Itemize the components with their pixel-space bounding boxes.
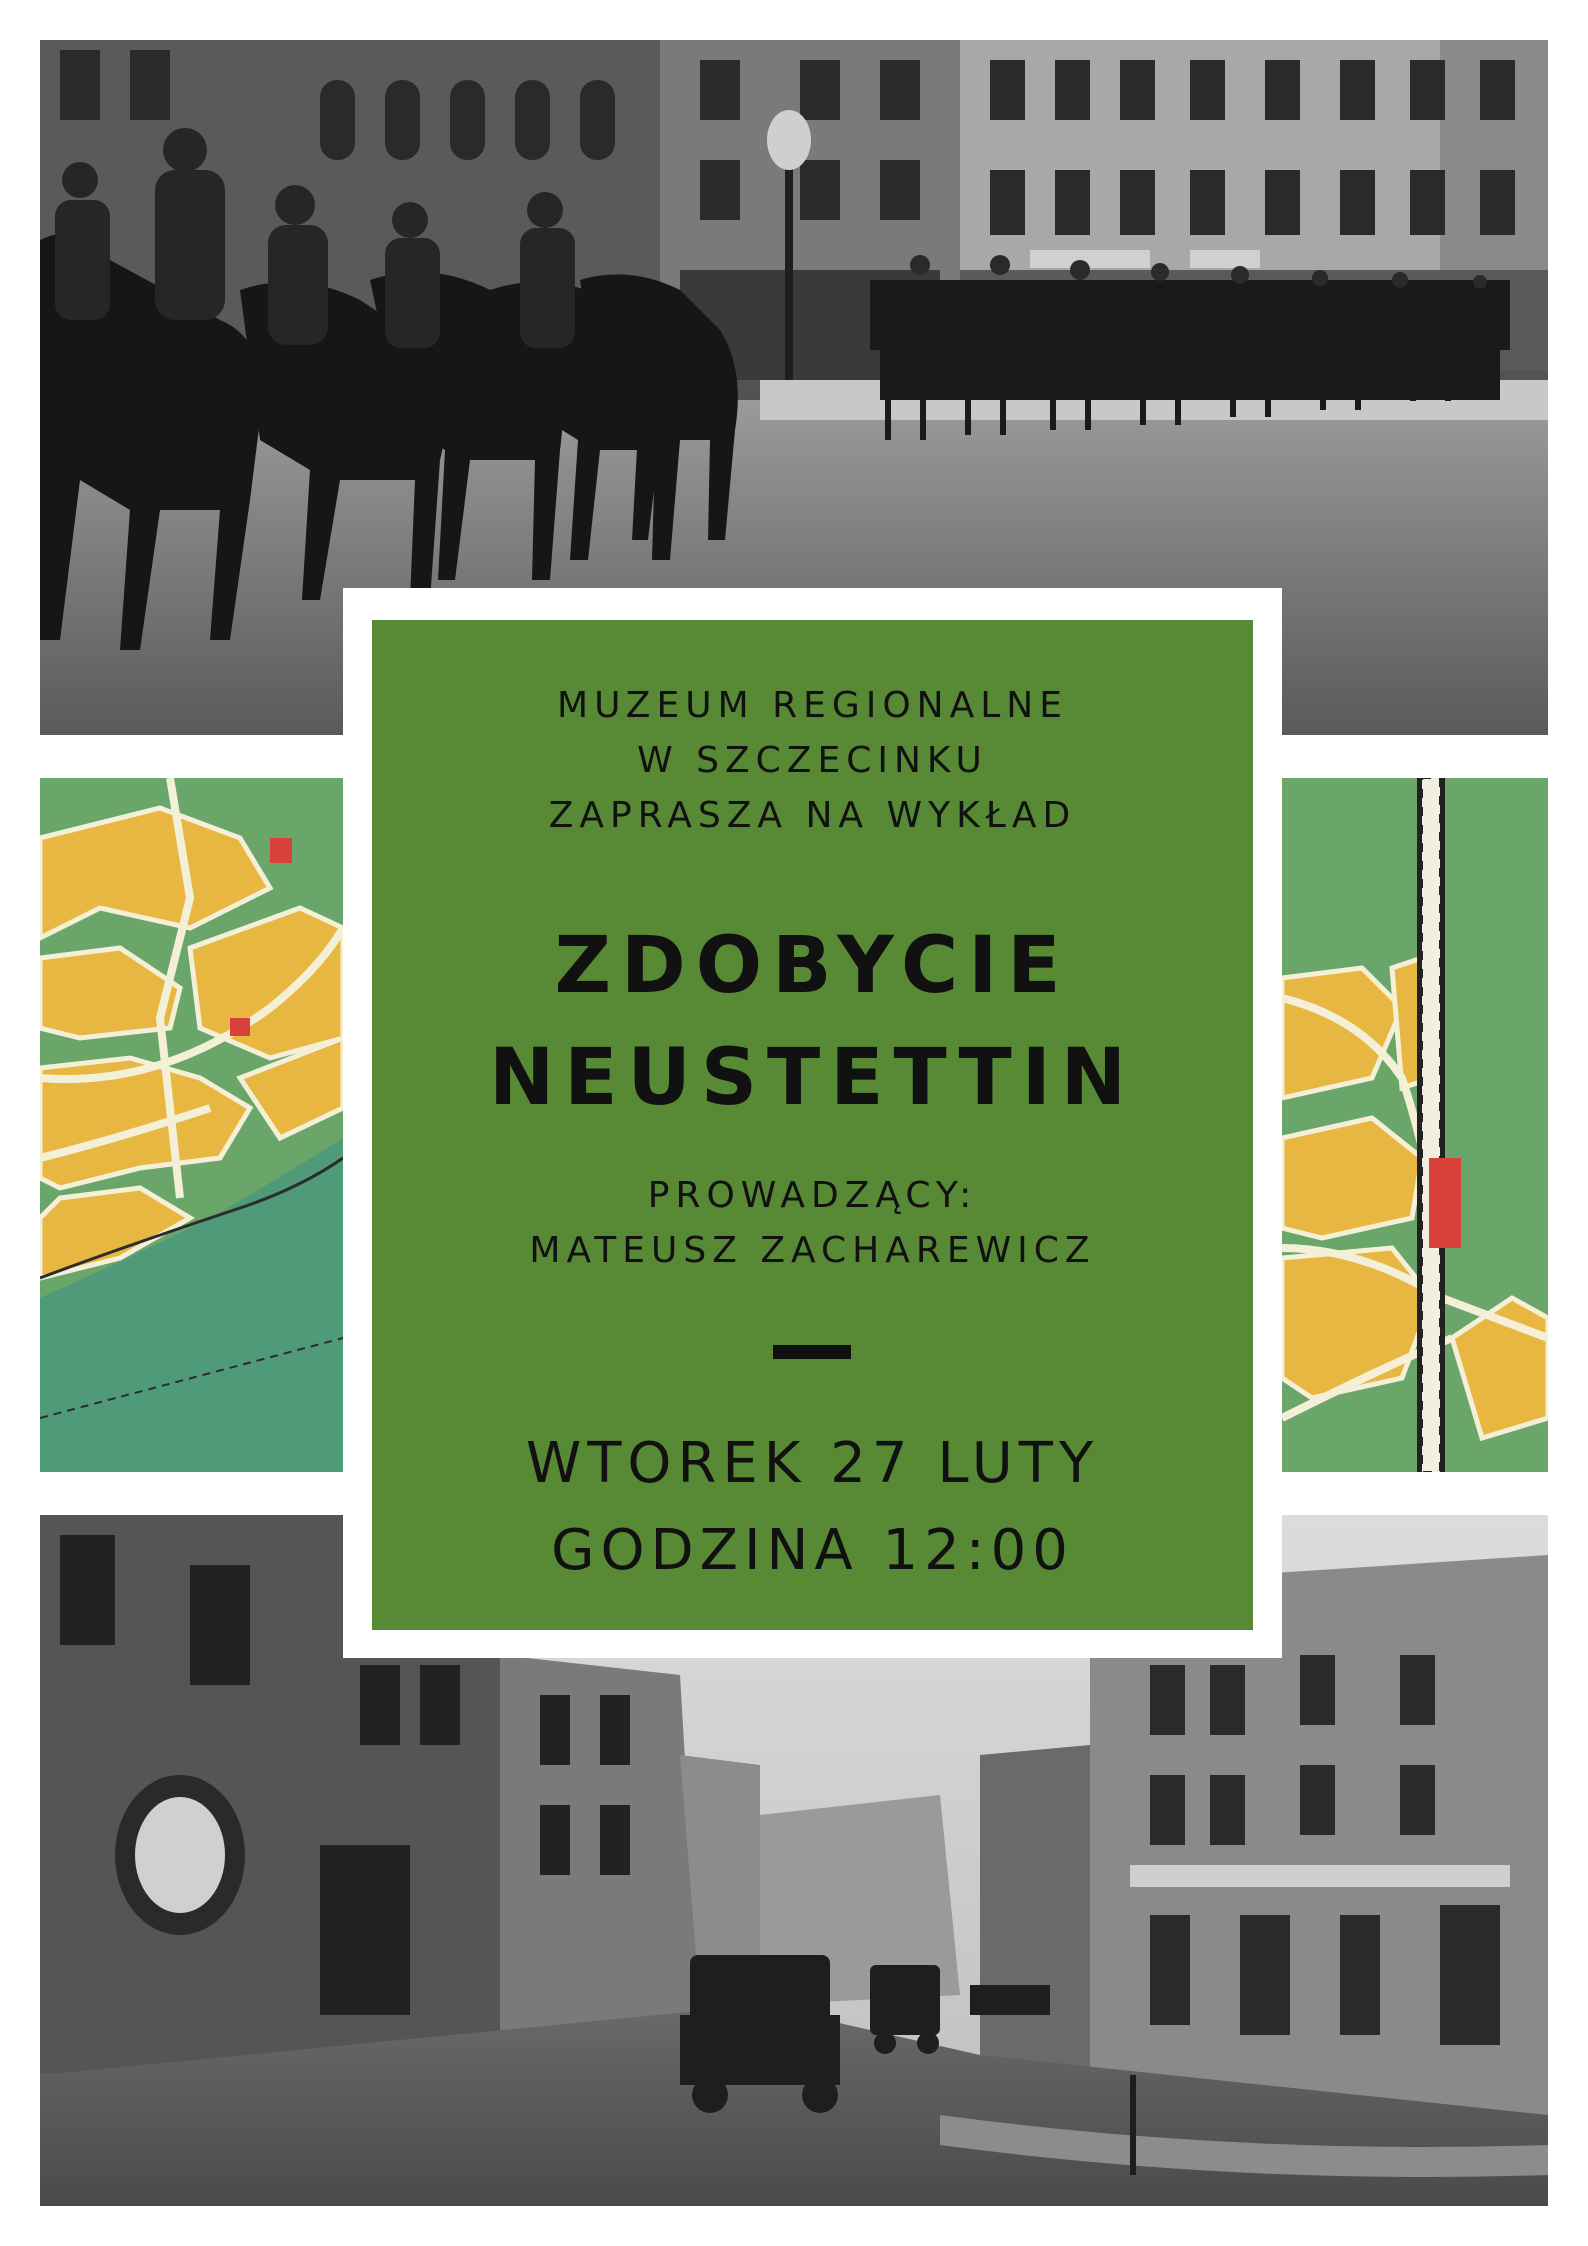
title-line-2: NEUSTETTIN [488, 1033, 1137, 1123]
right-map-image [1282, 778, 1548, 1472]
event-time: GODZINA 12:00 [551, 1518, 1074, 1583]
lecturer-block [372, 1168, 1253, 1278]
event-date: WTOREK 27 LUTY [525, 1431, 1100, 1496]
invitation-line: ZAPRASZA NA WYKŁAD [548, 795, 1077, 836]
divider-bar [773, 1345, 851, 1359]
organizer-city-line: W SZCZECINKU [637, 740, 988, 781]
left-map-image [40, 778, 343, 1472]
title-line-1: ZDOBYCIE [554, 921, 1071, 1011]
organizer-line: MUZEUM REGIONALNE [557, 685, 1068, 726]
event-datetime [372, 1420, 1253, 1594]
lecturer-name: MATEUSZ ZACHAREWICZ [529, 1230, 1096, 1271]
lecturer-label: PROWADZĄCY: [647, 1175, 978, 1216]
info-panel [372, 620, 1253, 1630]
invitation-text [372, 678, 1253, 843]
lecture-title [372, 910, 1253, 1134]
